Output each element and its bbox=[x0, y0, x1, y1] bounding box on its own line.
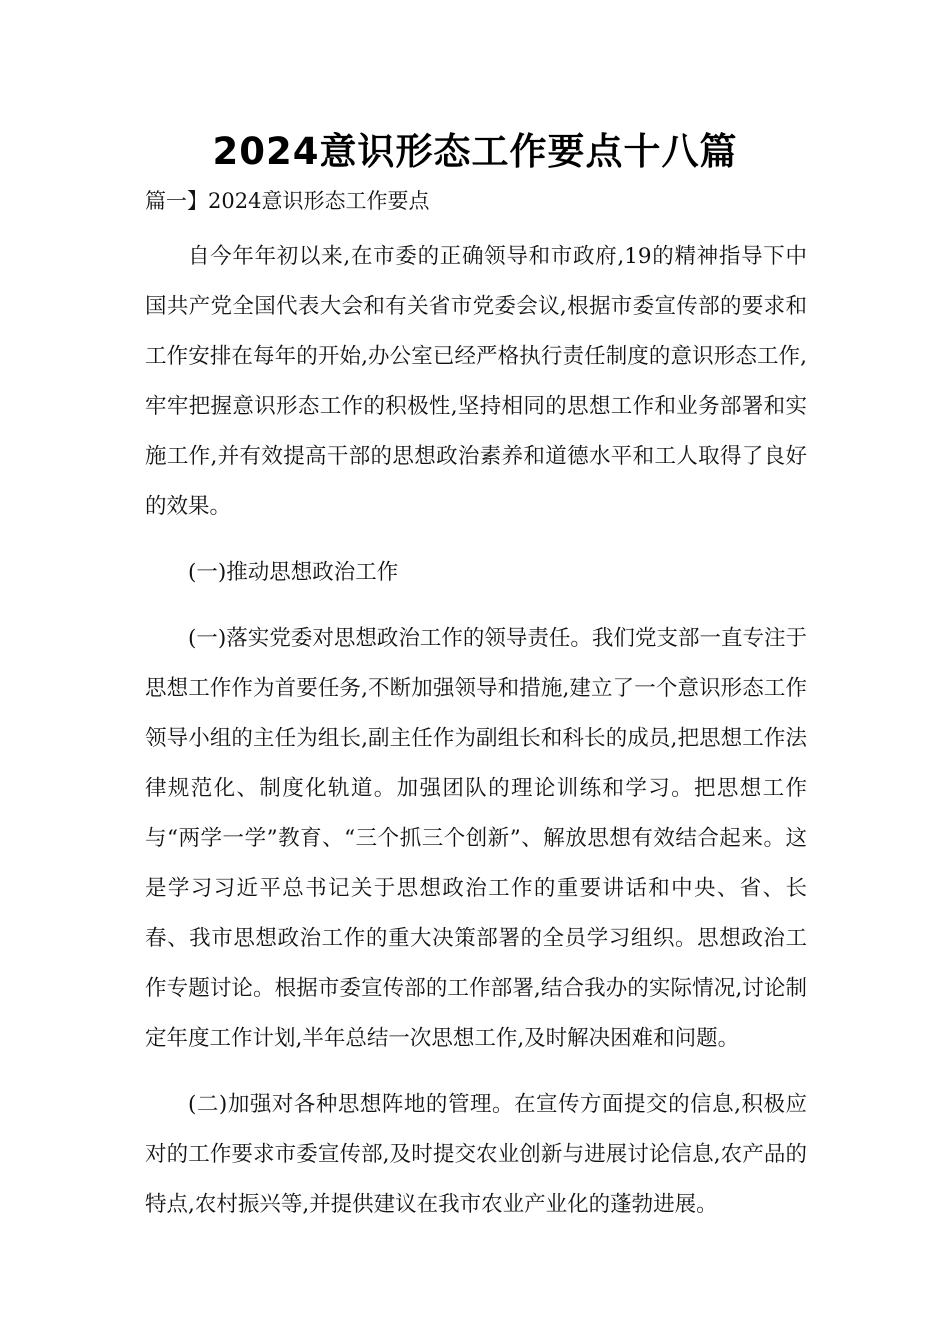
paragraph-two: (二)加强对各种思想阵地的管理。在宣传方面提交的信息,积极应对的工作要求市委宣传部,及时提交农业创新与进展讨论信息,农产品的特点,农村振兴等,并提供建议在我市农业产业化的蓬勃进展。 bbox=[145, 1092, 807, 1217]
document-subtitle: 篇一】2024意识形态工作要点 bbox=[145, 189, 430, 213]
document-title: 2024意识形态工作要点十八篇 bbox=[212, 130, 738, 173]
paragraph-one: (一)落实党委对思想政治工作的领导责任。我们党支部一直专注于思想工作作为首要任务,不断加强领导和措施,建立了一个意识形态工作领导小组的主任为组长,副主任作为副组长和科长的成员,把思想工作法律规范化、制度化轨道。加强团队的理论训练和学习。把思想工作与“两学一学”教育、“三个抓三个创新”、解放思想有效结合起来。这是学习习近平总书记关于思想政治工作的重要讲话和中央、省、长春、我市思想政治工作的重大决策部署的全员学习组织。思想政治工作专题讨论。根据市委宣传部的工作部署,结合我办的实际情况,讨论制定年度工作计划,半年总结一次思想工作,及时解决困难和问题。 bbox=[145, 626, 807, 1051]
document-body bbox=[145, 232, 807, 1230]
paragraph-intro: 自今年年初以来,在市委的正确领导和市政府,19的精神指导下中国共产党全国代表大会和有关省市党委会议,根据市委宣传部的要求和工作安排在每年的开始,办公室已经严格执行责任制度的意识形态工作,牢牢把握意识形态工作的积极性,坚持相同的思想工作和业务部署和实施工作,并有效提高干部的思想政治素养和道德水平和工人取得了良好的效果。 bbox=[145, 244, 807, 519]
section-heading: (一)推动思想政治工作 bbox=[188, 560, 399, 585]
